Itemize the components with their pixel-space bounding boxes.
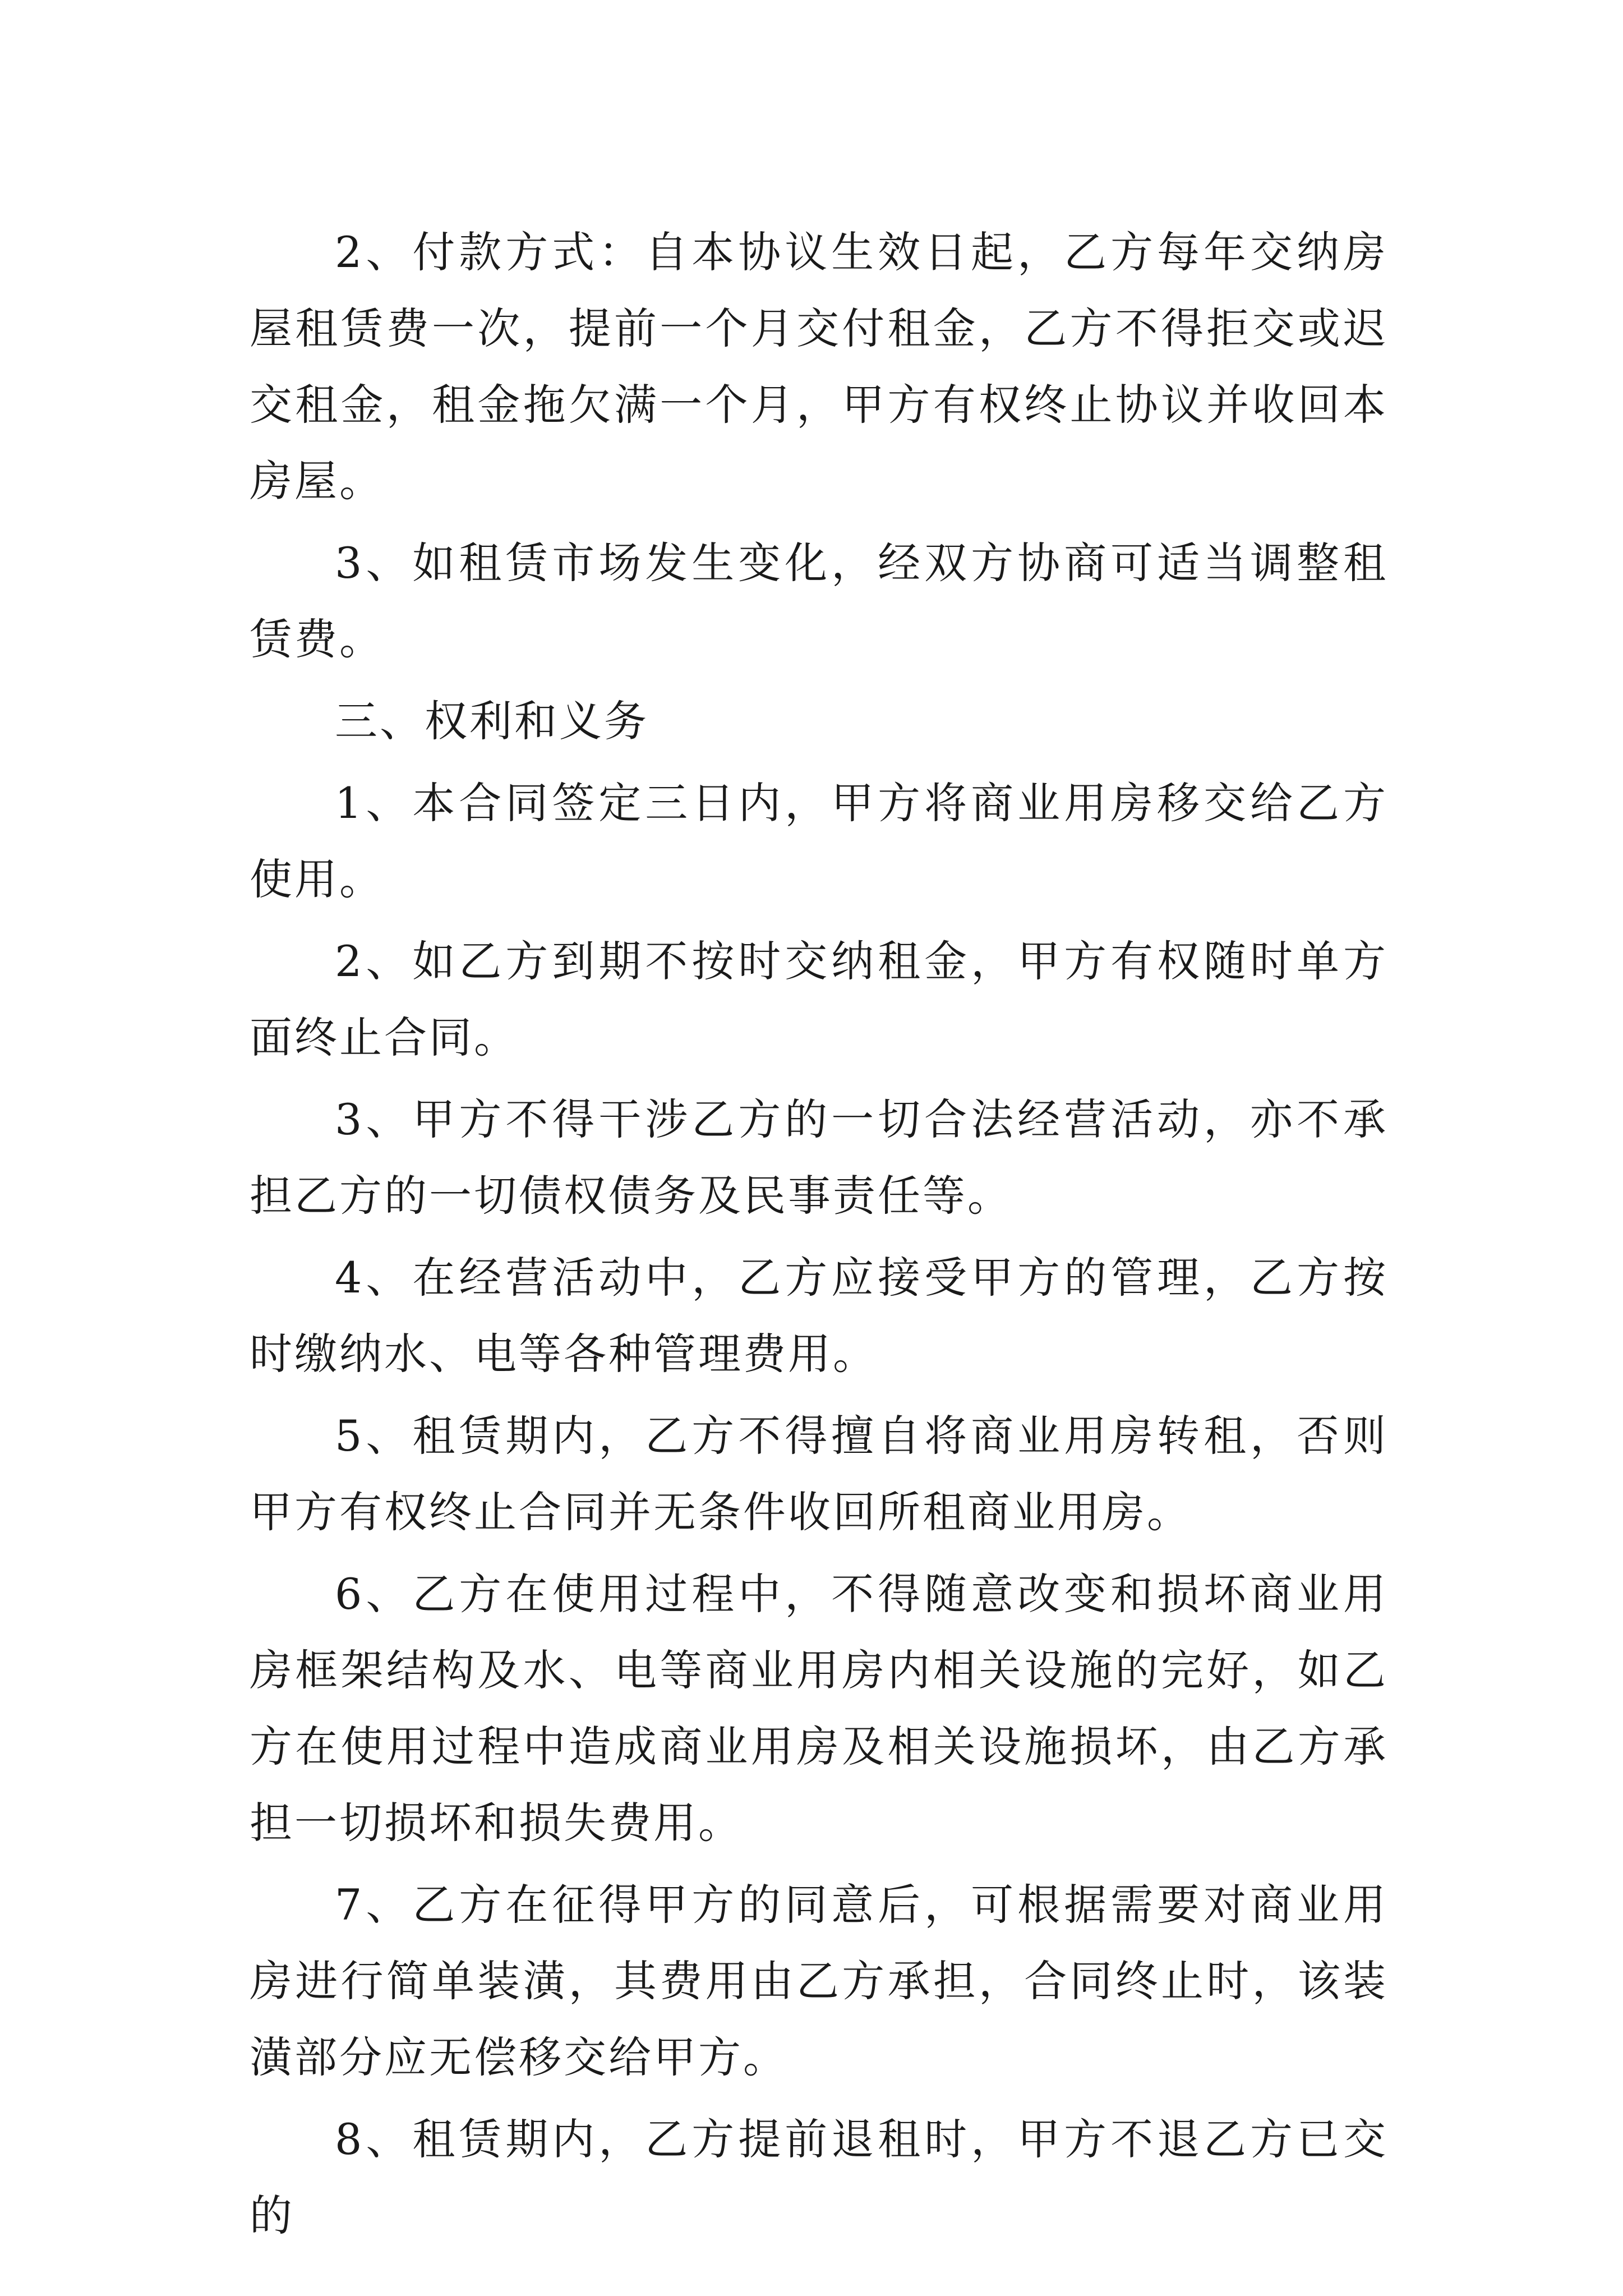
paragraph-rent-adjustment: 3、如租赁市场发生变化，经双方协商可适当调整租赁费。 bbox=[250, 538, 1388, 664]
paragraph-no-sublet: 5、租赁期内，乙方不得擅自将商业用房转租，否则甲方有权终止合同并无条件收回所租商业用房。 bbox=[250, 1411, 1388, 1537]
paragraph-payment-method: 2、付款方式：自本协议生效日起，乙方每年交纳房屋租赁费一次，提前一个月交付租金，乙方不得拒交或迟交租金，租金拖欠满一个月，甲方有权终止协议并收回本房屋。 bbox=[250, 227, 1388, 506]
section-heading-rights-obligations: 三、权利和义务 bbox=[335, 696, 649, 746]
paragraph-handover: 1、本合同签定三日内，甲方将商业用房移交给乙方使用。 bbox=[250, 778, 1388, 904]
paragraph-early-termination: 8、租赁期内，乙方提前退租时，甲方不退乙方已交的 bbox=[250, 2114, 1388, 2240]
paragraph-management-fees: 4、在经营活动中，乙方应接受甲方的管理，乙方按时缴纳水、电等各种管理费用。 bbox=[250, 1253, 1388, 1379]
paragraph-decoration: 7、乙方在征得甲方的同意后，可根据需要对商业用房进行简单装潢，其费用由乙方承担，合同终止时，该装潢部分应无偿移交给甲方。 bbox=[250, 1880, 1388, 2082]
paragraph-termination-late-rent: 2、如乙方到期不按时交纳租金，甲方有权随时单方面终止合同。 bbox=[250, 936, 1388, 1062]
document-body bbox=[250, 214, 1388, 2260]
paragraph-facility-damage: 6、乙方在使用过程中，不得随意改变和损坏商业用房框架结构及水、电等商业用房内相关设施的完好，如乙方在使用过程中造成商业用房及相关设施损坏，由乙方承担一切损坏和损失费用。 bbox=[250, 1569, 1388, 1848]
paragraph-non-interference: 3、甲方不得干涉乙方的一切合法经营活动，亦不承担乙方的一切债权债务及民事责任等。 bbox=[250, 1094, 1388, 1221]
